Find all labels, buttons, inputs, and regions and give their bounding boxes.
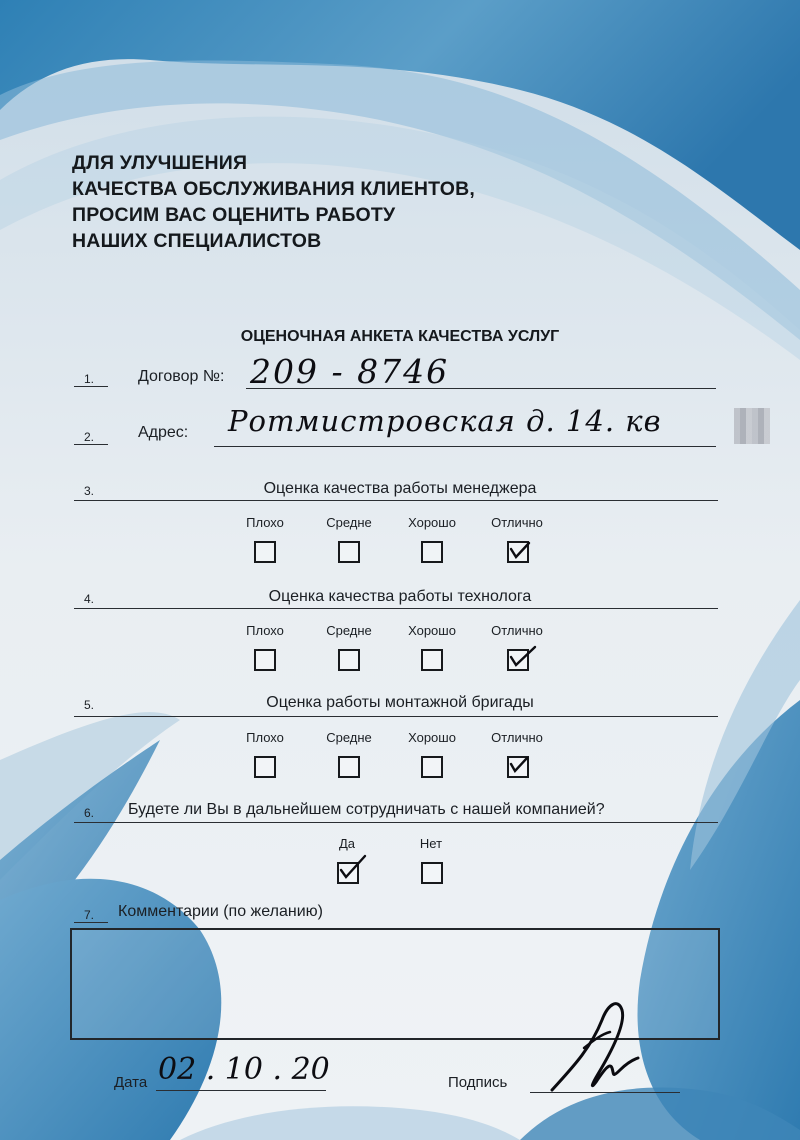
- q3-checkbox-good[interactable]: [421, 541, 443, 563]
- q4-option-label-bad: Плохо: [246, 623, 284, 638]
- heading-line-2: КАЧЕСТВА ОБСЛУЖИВАНИЯ КЛИЕНТОВ,: [72, 178, 476, 200]
- check-mark-icon: [505, 641, 535, 671]
- q4-title: Оценка качества работы технолога: [268, 588, 532, 605]
- redacted-area: [734, 408, 770, 444]
- number-underline-2: [74, 444, 108, 445]
- q3-title: Оценка качества работы менеджера: [263, 480, 537, 497]
- q4-option-label-excellent: Отлично: [491, 623, 543, 638]
- number-underline-7: [74, 922, 108, 923]
- q6-title: Будете ли Вы в дальнейшем сотрудничать с нашей компанией?: [128, 801, 605, 818]
- address-line: [214, 446, 716, 447]
- q5-option-label-bad: Плохо: [246, 730, 284, 745]
- check-mark-icon: [505, 748, 535, 778]
- q5-title: Оценка работы монтажной бригады: [266, 694, 534, 711]
- q6-checkbox-yes[interactable]: [337, 862, 359, 884]
- address-label: Адрес:: [138, 424, 189, 441]
- q3-checkbox-average[interactable]: [338, 541, 360, 563]
- q3-option-label-bad: Плохо: [246, 515, 284, 530]
- q6-option-label-yes: Да: [338, 836, 356, 851]
- date-label: Дата: [114, 1074, 148, 1091]
- signature-label: Подпись: [448, 1074, 508, 1091]
- q4-checkbox-good[interactable]: [421, 649, 443, 671]
- q5-option-label-excellent: Отлично: [491, 730, 543, 745]
- handwritten-signature: [540, 990, 650, 1100]
- q5-option-label-average: Средне: [326, 730, 372, 745]
- q3-option-label-average: Средне: [326, 515, 372, 530]
- heading-line-1: ДЛЯ УЛУЧШЕНИЯ: [72, 152, 248, 174]
- q4-checkbox-average[interactable]: [338, 649, 360, 671]
- q5-line: [74, 716, 718, 717]
- q3-checkbox-bad[interactable]: [254, 541, 276, 563]
- date-line: [156, 1090, 326, 1091]
- contract-label: Договор №:: [138, 368, 225, 385]
- q4-checkbox-excellent[interactable]: [507, 649, 529, 671]
- heading-line-3: ПРОСИМ ВАС ОЦЕНИТЬ РАБОТУ: [72, 204, 396, 226]
- heading-line-4: НАШИХ СПЕЦИАЛИСТОВ: [72, 230, 322, 252]
- item-number-1: 1.: [84, 372, 95, 386]
- q6-line: [74, 822, 718, 823]
- date-field[interactable]: 02 . 10 . 20: [158, 1052, 330, 1087]
- q3-option-label-good: Хорошо: [408, 515, 456, 530]
- item-number-7: 7.: [84, 908, 95, 922]
- item-number-4: 4.: [84, 592, 95, 606]
- address-field[interactable]: Ротмистровская д. 14. кв: [228, 404, 662, 438]
- item-number-6: 6.: [84, 806, 95, 820]
- page-heading: [72, 150, 475, 254]
- q3-option-label-excellent: Отлично: [491, 515, 543, 530]
- q3-checkbox-excellent[interactable]: [507, 541, 529, 563]
- number-underline-1: [74, 386, 108, 387]
- contract-number-field[interactable]: 209 - 8746: [250, 352, 450, 391]
- q6-option-label-no: Нет: [419, 836, 443, 851]
- q4-option-label-average: Средне: [326, 623, 372, 638]
- q5-checkbox-good[interactable]: [421, 756, 443, 778]
- form-title: ОЦЕНОЧНАЯ АНКЕТА КАЧЕСТВА УСЛУГ: [240, 328, 560, 345]
- item-number-5: 5.: [84, 698, 95, 712]
- q4-option-label-good: Хорошо: [408, 623, 456, 638]
- q5-checkbox-bad[interactable]: [254, 756, 276, 778]
- q4-checkbox-bad[interactable]: [254, 649, 276, 671]
- q5-option-label-good: Хорошо: [408, 730, 456, 745]
- item-number-2: 2.: [84, 430, 95, 444]
- q4-line: [74, 608, 718, 609]
- item-number-3: 3.: [84, 484, 95, 498]
- q3-line: [74, 500, 718, 501]
- check-mark-icon: [505, 533, 535, 563]
- q6-checkbox-no[interactable]: [421, 862, 443, 884]
- comments-label: Комментарии (по желанию): [118, 903, 323, 920]
- contract-line: [246, 388, 716, 389]
- check-mark-icon: [335, 854, 365, 884]
- q5-checkbox-average[interactable]: [338, 756, 360, 778]
- q5-checkbox-excellent[interactable]: [507, 756, 529, 778]
